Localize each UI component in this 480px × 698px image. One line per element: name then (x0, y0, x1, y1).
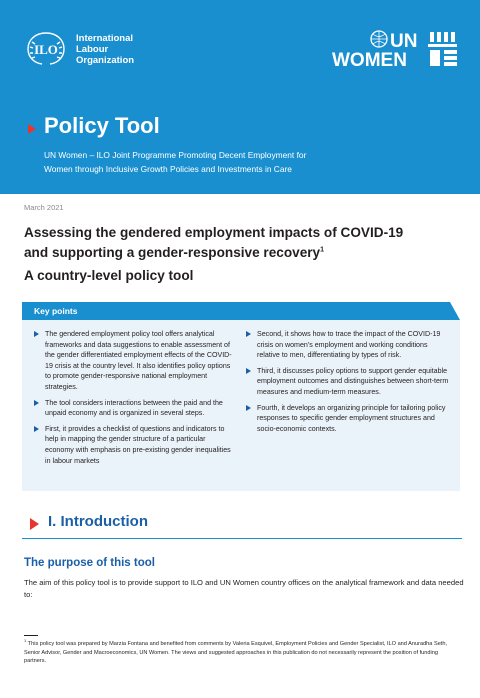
document-subtitle: A country-level policy tool (24, 268, 194, 283)
key-point-text: Fourth, it develops an organizing principle for tailoring policy responses to specific gender employment structures and socio-economic contexts. (257, 403, 446, 433)
un-women-line-2: WOMEN (332, 50, 407, 68)
bullet-triangle-icon (246, 331, 251, 337)
section-heading-introduction: I. Introduction (48, 513, 148, 530)
key-points-right-column (246, 329, 450, 439)
ilo-name-line-2: Labour (76, 44, 109, 55)
un-women-line-1: UN (390, 31, 418, 52)
footnote-text: This policy tool was prepared by Marzia Fontana and benefited from comments by Valeria Esquivel, Employment Policies and Gender Specialist, ILO and Anuradha Seth, Senior Advisor, Gender and Macroeconomics, UN Women. The views and suggested approaches in this publication do not necessarily represent the position of funding partners. (24, 641, 448, 665)
key-points-left-column (34, 329, 234, 471)
purpose-paragraph: The aim of this policy tool is to provide support to ILO and UN Women country offices on the analytical framework and data needed to: (24, 578, 464, 599)
banner-subtitle (44, 149, 374, 176)
title-footnote-mark: 1 (320, 245, 325, 253)
policy-tool-title: Policy Tool (44, 113, 160, 138)
key-point-item (34, 424, 234, 466)
banner-subtitle-line-1: UN Women – ILO Joint Programme Promoting Decent Employment for (44, 150, 307, 160)
key-points-header (22, 302, 460, 320)
ilo-name-line-3: Organization (76, 55, 135, 66)
key-point-text: First, it provides a checklist of questions and indicators to help in mapping the gender structure of a particular economy with emphasis on pre-existing gender inequalities in labour markets (45, 424, 231, 465)
bullet-triangle-icon (34, 331, 39, 337)
key-point-text: The tool considers interactions between the paid and the unpaid economy and is organized in several steps. (45, 398, 223, 418)
section-marker-icon (30, 518, 39, 530)
footnote-divider (24, 635, 38, 636)
key-point-text: Second, it shows how to trace the impact of the COVID-19 crisis on women's employment and working conditions relative to men, differentiating by types of risk. (257, 330, 441, 360)
un-women-symbol-icon (428, 32, 457, 66)
document-title-line-2-text: and supporting a gender-responsive recovery (24, 244, 321, 260)
policy-tool-marker-icon (28, 124, 36, 134)
key-point-item (34, 329, 234, 393)
key-point-item (246, 366, 450, 398)
bullet-triangle-icon (246, 405, 251, 411)
header-banner (0, 0, 480, 194)
footnote (24, 640, 454, 666)
key-point-item (246, 329, 450, 361)
ilo-name (76, 33, 134, 66)
un-women-logo (332, 28, 460, 68)
document-title-line-1: Assessing the gendered employment impacts of COVID-19 (24, 225, 404, 240)
key-point-text: The gendered employment policy tool offers analytical frameworks and data suggestions to enable assessment of the gender differentiated employment effects of the COVID-19 crisis at the country level. It also identifies policy options to promote gender-responsive national employment strategies. (45, 330, 232, 391)
document-title (24, 223, 464, 262)
key-point-item (34, 398, 234, 419)
subsection-heading-purpose: The purpose of this tool (24, 557, 155, 569)
ilo-emblem-icon (22, 30, 70, 66)
svg-text:ILO: ILO (34, 42, 58, 57)
publication-date: March 2021 (24, 203, 64, 212)
ilo-name-line-1: International (76, 33, 134, 44)
document-title-line-2 (24, 243, 464, 263)
key-point-text: Third, it discusses policy options to support gender equitable employment outcomes and distinguishes between short-term measures and medium-term measures. (257, 366, 449, 396)
section-divider (22, 538, 462, 539)
key-points-label: Key points (34, 306, 78, 316)
footnote-mark: 1 (24, 638, 27, 644)
bullet-triangle-icon (34, 400, 39, 406)
bullet-triangle-icon (34, 426, 39, 432)
key-point-item (246, 403, 450, 435)
bullet-triangle-icon (246, 368, 251, 374)
banner-subtitle-line-2: Women through Inclusive Growth Policies and Investments in Care (44, 163, 292, 174)
